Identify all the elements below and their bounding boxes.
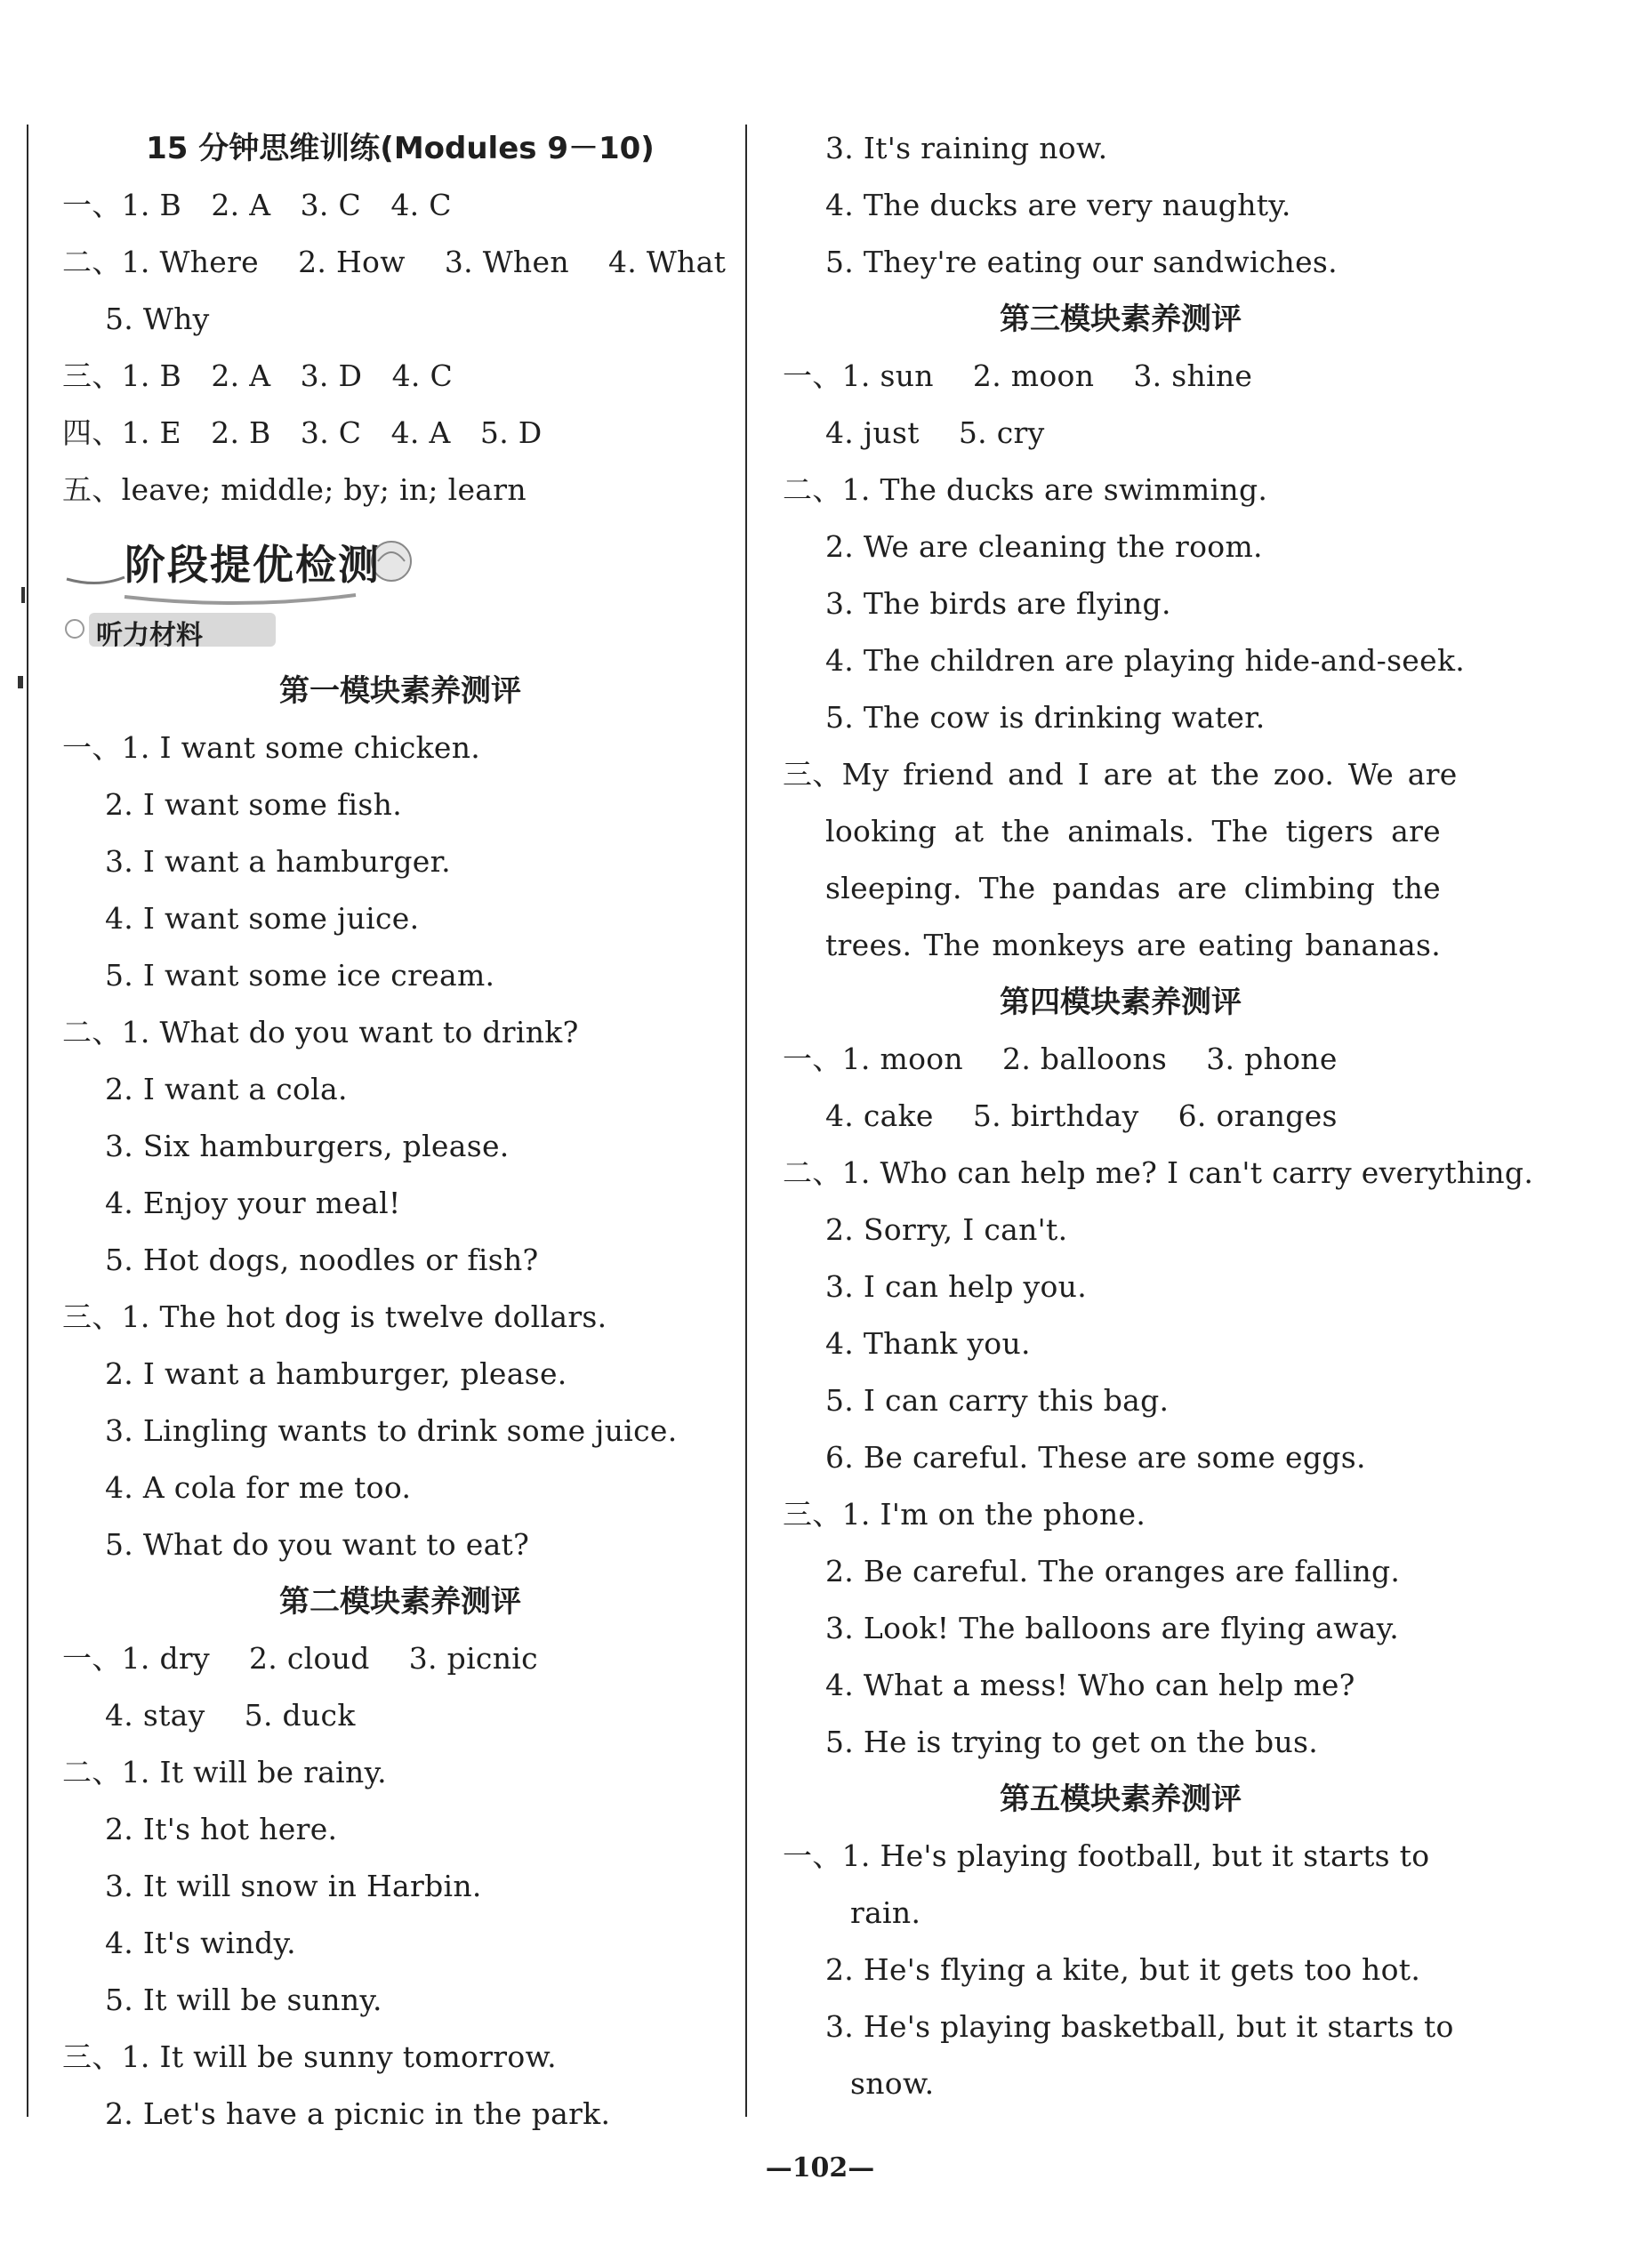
answer-text: 3. I want a hamburger. — [105, 844, 451, 879]
answer-line — [825, 177, 1291, 234]
answer-text: 4. A cola for me too. — [105, 1470, 412, 1505]
paragraph-line — [783, 746, 1458, 803]
section-label: 三、 — [62, 2039, 122, 2074]
listening-tag-label: 听力材料 — [96, 620, 203, 651]
answer-text: 3. Six hamburgers, please. — [105, 1129, 510, 1163]
answer-text: 5. Why — [105, 302, 210, 336]
answer-text: 2. I want a cola. — [105, 1072, 348, 1106]
answer-line — [105, 890, 419, 947]
paragraph-text: trees. The monkeys are eating bananas. — [825, 928, 1441, 962]
paragraph-line — [825, 803, 1483, 860]
answer-line — [105, 1061, 348, 1118]
section-label: 二、 — [62, 245, 122, 279]
paragraph-text: sleeping. The pandas are climbing the — [825, 871, 1441, 905]
column-divider — [745, 125, 747, 2117]
answer-line — [825, 689, 1266, 746]
left-margin-rule — [27, 125, 28, 2117]
answer-text: 2. I want a hamburger, please. — [105, 1356, 567, 1391]
answer-text: 4. cake 5. birthday 6. oranges — [825, 1098, 1338, 1133]
answer-text: 3. Look! The balloons are flying away. — [825, 1611, 1400, 1645]
answer-line — [105, 1915, 296, 1972]
answer-text: 5. Hot dogs, noodles or fish? — [105, 1243, 539, 1277]
answer-line — [62, 1630, 538, 1687]
answer-line — [62, 405, 543, 462]
answer-text: 5. What do you want to eat? — [105, 1527, 530, 1562]
section-label: 五、 — [62, 472, 122, 507]
answer-line — [850, 2055, 934, 2112]
answer-text: 3. It's raining now. — [825, 131, 1108, 165]
answer-text: 1. B 2. A 3. D 4. C — [121, 358, 453, 393]
answer-text: snow. — [850, 2066, 935, 2101]
answer-line — [825, 1657, 1355, 1714]
answer-text: 1. moon 2. balloons 3. phone — [841, 1042, 1338, 1076]
answer-line — [825, 1942, 1420, 1999]
answer-line — [105, 1346, 567, 1403]
section-label: 一、 — [62, 730, 122, 765]
answer-text: 1. Where 2. How 3. When 4. What — [121, 245, 727, 279]
answer-line — [105, 1972, 382, 2029]
answer-line — [825, 120, 1107, 177]
answer-text: 2. He's flying a kite, but it gets too hot. — [825, 1952, 1421, 1987]
answer-line — [850, 1885, 920, 1942]
section-label: 三、 — [783, 757, 842, 792]
modules-heading: 15 分钟思维训练(Modules 9－10) — [146, 131, 655, 166]
section-label: 二、 — [62, 1755, 122, 1789]
unit4-heading: 第四模块素养测评 — [1000, 985, 1242, 1020]
answer-text: 1. It will be sunny tomorrow. — [121, 2039, 557, 2074]
page-number: —102— — [765, 2152, 875, 2184]
paragraph-line — [825, 917, 1483, 974]
answer-line — [825, 632, 1465, 689]
answer-text: 3. The birds are flying. — [825, 586, 1171, 621]
answer-line — [62, 1289, 607, 1346]
banner-title: 阶段提优检测 — [125, 541, 381, 589]
answer-line — [105, 1460, 411, 1516]
unit3-heading: 第三模块素养测评 — [1000, 302, 1242, 337]
answer-text: 4. What a mess! Who can help me? — [825, 1668, 1355, 1702]
answer-text: 1. dry 2. cloud 3. picnic — [121, 1641, 538, 1676]
answer-text: 1. He's playing football, but it starts to — [841, 1838, 1430, 1873]
answer-line — [825, 1999, 1483, 2055]
answer-text: 4. The children are playing hide-and-seek. — [825, 643, 1466, 678]
answer-text: 3. I can help you. — [825, 1269, 1088, 1304]
answer-line — [825, 1315, 1031, 1372]
section-label: 一、 — [783, 1838, 842, 1873]
answer-text: 2. We are cleaning the room. — [825, 529, 1263, 564]
paragraph-line — [825, 860, 1483, 917]
answer-text: 1. What do you want to drink? — [121, 1015, 579, 1050]
answer-line — [62, 177, 452, 234]
answer-text: rain. — [850, 1895, 921, 1930]
answer-line — [825, 1088, 1338, 1145]
answer-line — [825, 575, 1171, 632]
answer-line — [783, 1486, 1146, 1543]
paragraph-text: looking at the animals. The tigers are — [825, 814, 1441, 848]
answer-line — [105, 947, 494, 1004]
answer-text: 5. The cow is drinking water. — [825, 700, 1266, 735]
paragraph-text: My friend and I are at the zoo. We are — [841, 757, 1458, 792]
answer-text: 5. I can carry this bag. — [825, 1383, 1170, 1418]
answer-text: 1. E 2. B 3. C 4. A 5. D — [121, 415, 543, 450]
answer-line — [783, 1145, 1533, 1202]
answer-line — [825, 519, 1263, 575]
answer-text: 5. I want some ice cream. — [105, 958, 495, 993]
answer-text: 4. stay 5. duck — [105, 1698, 356, 1733]
section-label: 二、 — [62, 1015, 122, 1050]
margin-mark — [21, 587, 25, 603]
answer-text: 2. Let's have a picnic in the park. — [105, 2096, 611, 2131]
answer-line — [62, 1744, 387, 1801]
answer-text: 5. They're eating our sandwiches. — [825, 245, 1338, 279]
answer-line — [105, 291, 210, 348]
answer-text: 1. sun 2. moon 3. shine — [841, 358, 1253, 393]
section-label: 一、 — [62, 1641, 122, 1676]
answer-text: 1. It will be rainy. — [121, 1755, 387, 1789]
answer-line — [105, 833, 451, 890]
answer-line — [105, 1118, 510, 1175]
section-label: 一、 — [783, 358, 842, 393]
answer-line — [783, 1828, 1441, 1885]
answer-text: 1. I want some chicken. — [121, 730, 481, 765]
answer-line — [825, 1429, 1366, 1486]
answer-text: leave; middle; by; in; learn — [121, 472, 527, 507]
section-label: 三、 — [62, 1299, 122, 1334]
answer-text: 4. Thank you. — [825, 1326, 1031, 1361]
answer-text: 3. Lingling wants to drink some juice. — [105, 1413, 678, 1448]
section-label: 四、 — [62, 415, 122, 450]
answer-line — [783, 462, 1267, 519]
unit1-heading: 第一模块素养测评 — [279, 673, 521, 709]
section-label: 一、 — [783, 1042, 842, 1076]
answer-line — [825, 405, 1045, 462]
answer-line — [105, 1403, 678, 1460]
answer-line — [62, 462, 527, 519]
answer-text: 1. I'm on the phone. — [841, 1497, 1146, 1532]
answer-text: 3. It will snow in Harbin. — [105, 1869, 482, 1903]
answer-line — [825, 1543, 1400, 1600]
answer-line — [105, 1516, 529, 1573]
answer-line — [825, 1600, 1399, 1657]
answer-line — [783, 1031, 1338, 1088]
answer-text: 2. Sorry, I can't. — [825, 1212, 1068, 1247]
unit5-heading: 第五模块素养测评 — [1000, 1781, 1242, 1817]
listening-tag — [62, 607, 293, 652]
answer-text: 2. Be careful. The oranges are falling. — [825, 1554, 1401, 1588]
answer-text: 6. Be careful. These are some eggs. — [825, 1440, 1366, 1475]
answer-line — [62, 348, 453, 405]
answer-text: 5. It will be sunny. — [105, 1982, 382, 2017]
answer-line — [783, 348, 1252, 405]
answer-line — [825, 234, 1338, 291]
answer-line — [105, 776, 402, 833]
answer-line — [62, 2029, 557, 2086]
answer-text: 1. The hot dog is twelve dollars. — [121, 1299, 607, 1334]
answer-line — [825, 1372, 1169, 1429]
answer-line — [105, 1687, 356, 1744]
section-label: 二、 — [783, 472, 842, 507]
answer-line — [105, 1232, 539, 1289]
unit2-heading: 第二模块素养测评 — [279, 1584, 521, 1620]
answer-line — [105, 1175, 401, 1232]
answer-line — [62, 234, 726, 291]
section-label: 二、 — [783, 1155, 842, 1190]
answer-text: 3. He's playing basketball, but it starts to — [825, 2009, 1454, 2044]
answer-line — [105, 1801, 337, 1858]
section-banner — [62, 526, 436, 606]
answer-text: 1. The ducks are swimming. — [841, 472, 1268, 507]
answer-text: 2. I want some fish. — [105, 787, 402, 822]
answer-line — [825, 1714, 1318, 1771]
margin-mark — [18, 676, 23, 688]
answer-line — [825, 1259, 1087, 1315]
answer-text: 4. The ducks are very naughty. — [825, 188, 1291, 222]
answer-text: 4. Enjoy your meal! — [105, 1186, 401, 1220]
answer-line — [825, 1202, 1067, 1259]
answer-text: 2. It's hot here. — [105, 1812, 338, 1846]
answer-text: 4. just 5. cry — [825, 415, 1045, 450]
answer-text: 1. B 2. A 3. C 4. C — [121, 188, 452, 222]
answer-line — [105, 1858, 482, 1915]
section-label: 三、 — [62, 358, 122, 393]
answer-line — [62, 1004, 579, 1061]
answer-text: 5. He is trying to get on the bus. — [825, 1725, 1319, 1759]
section-label: 一、 — [62, 188, 122, 222]
answer-line — [105, 2086, 610, 2143]
section-label: 三、 — [783, 1497, 842, 1532]
answer-text: 1. Who can help me? I can't carry everything. — [841, 1155, 1534, 1190]
answer-line — [62, 720, 480, 776]
answer-text: 4. I want some juice. — [105, 901, 420, 936]
answer-text: 4. It's windy. — [105, 1926, 296, 1960]
